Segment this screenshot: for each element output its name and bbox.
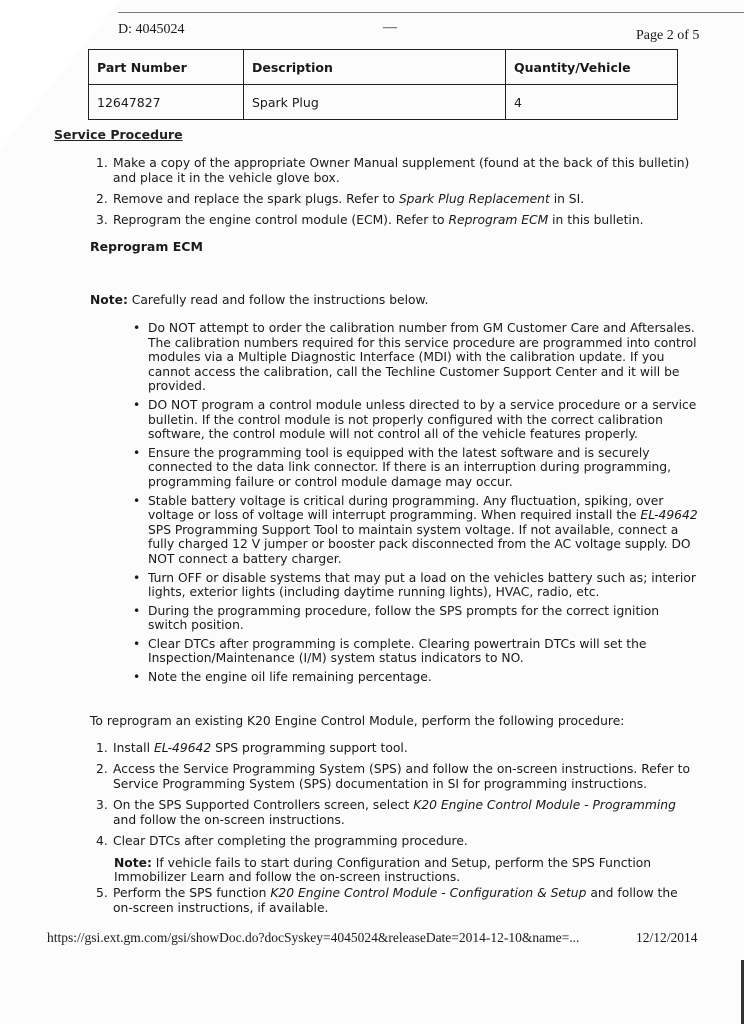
step-number: 1. <box>96 741 108 755</box>
service-procedure-title: Service Procedure <box>54 127 183 142</box>
list-item <box>96 834 696 849</box>
precaution-list <box>133 321 698 685</box>
list-item: • Ensure the programming tool is equipped with the latest software and is securely connected to the data link connector. If there is an interruption during programming, programming failure or control module damage may occur. <box>133 445 671 489</box>
list-item <box>96 192 696 207</box>
list-item: • Stable battery voltage is critical during programming. Any fluctuation, spiking, over voltage or loss of voltage will interrupt programming. When required install the EL-49642 SPS Programming Support Tool to maintain system voltage. If not available, connect a fully charged 12 V jumper or booster pack disconnected from the AC voltage supply. DO NOT connect a battery charger. <box>133 493 698 566</box>
step-number: 1. <box>96 156 108 170</box>
step-number: 2. <box>96 192 108 206</box>
step-number: 3. <box>96 798 108 812</box>
list-item <box>96 156 696 186</box>
reprogram-ecm-heading: Reprogram ECM <box>90 239 203 254</box>
list-item: • DO NOT program a control module unless directed to by a service procedure or a service bulletin. If the control module is not properly configured with the correct calibration software, the control module will not control all of the vehicle features properly. <box>133 397 697 442</box>
header-part-number: Part Number <box>89 50 244 85</box>
list-item <box>96 762 696 792</box>
list-item: • Clear DTCs after programming is complete. Clearing powertrain DTCs will set the Inspection/Maintenance (I/M) system status indicators to NO. <box>133 636 647 666</box>
parts-table <box>88 49 678 120</box>
step-text: Make a copy of the appropriate Owner Manual supplement (found at the back of this bulletin) and place it in the vehicle glove box. <box>113 156 690 185</box>
footer-url: https://gsi.ext.gm.com/gsi/showDoc.do?docSyskey=4045024&releaseDate=2014-12-10&name=... <box>47 930 580 945</box>
service-steps <box>96 156 696 228</box>
step-text: Perform the SPS function K20 Engine Control Module - Configuration & Setup and follow the on-screen instructions, if available. <box>113 886 678 915</box>
parts-table-header-row <box>89 50 678 85</box>
list-item <box>96 886 696 916</box>
step-text: Clear DTCs after completing the programming procedure. <box>113 834 468 848</box>
list-item <box>96 798 696 828</box>
step-text: On the SPS Supported Controllers screen, select K20 Engine Control Module - Programming and follow the on-screen instructions. <box>113 798 676 827</box>
cell-description: Spark Plug <box>244 85 506 120</box>
cell-quantity: 4 <box>506 85 678 120</box>
procedure-intro: To reprogram an existing K20 Engine Control Module, perform the following procedure: <box>90 714 625 728</box>
table-row <box>89 85 678 120</box>
page-corner-fold <box>0 0 120 150</box>
step-number: 2. <box>96 762 108 776</box>
footer-date: 12/12/2014 <box>636 930 698 945</box>
step-text: Reprogram the engine control module (ECM). Refer to Reprogram ECM in this bulletin. <box>113 213 644 227</box>
list-item: • Do NOT attempt to order the calibration number from GM Customer Care and Aftersales. The calibration numbers required for this service procedure are programmed into control modules via a Multiple Diagnostic Interface (MDI) with the calibration update. If you cannot access the calibration, call the Techline Customer Support Center and it will be provided. <box>133 321 697 394</box>
header-quantity: Quantity/Vehicle <box>506 50 678 85</box>
cell-part-number: 12647827 <box>89 85 244 120</box>
list-item <box>96 213 696 228</box>
header-dash: — <box>383 20 397 35</box>
reprogram-steps <box>96 741 696 849</box>
list-item: • Turn OFF or disable systems that may put a load on the vehicles battery such as; interior lights, exterior lights (including daytime running lights), HVAC, radio, etc. <box>133 570 696 600</box>
reprogram-step-5 <box>96 886 696 916</box>
step-text: Install EL-49642 SPS programming support tool. <box>113 741 408 755</box>
step-number: 5. <box>96 886 108 900</box>
page-number: Page 2 of 5 <box>636 28 700 43</box>
list-item: • Note the engine oil life remaining percentage. <box>133 670 432 685</box>
header-description: Description <box>244 50 506 85</box>
document-id: D: 4045024 <box>118 22 185 37</box>
step-text: Access the Service Programming System (SPS) and follow the on-screen instructions. Refer to Service Programming System (SPS) documentation in SI for programming instructions. <box>113 762 690 791</box>
note-read-instructions: Note: Carefully read and follow the instructions below. <box>90 293 429 307</box>
list-item: • During the programming procedure, follow the SPS prompts for the correct ignition switch position. <box>133 603 660 633</box>
list-item <box>96 741 696 756</box>
note-immobilizer-learn: Note: If vehicle fails to start during Configuration and Setup, perform the SPS Function Immobilizer Learn and follow the on-screen instructions. <box>114 856 652 884</box>
step-number: 4. <box>96 834 108 848</box>
top-rule <box>118 12 744 13</box>
step-text: Remove and replace the spark plugs. Refer to Spark Plug Replacement in SI. <box>113 192 585 206</box>
step-number: 3. <box>96 213 108 227</box>
